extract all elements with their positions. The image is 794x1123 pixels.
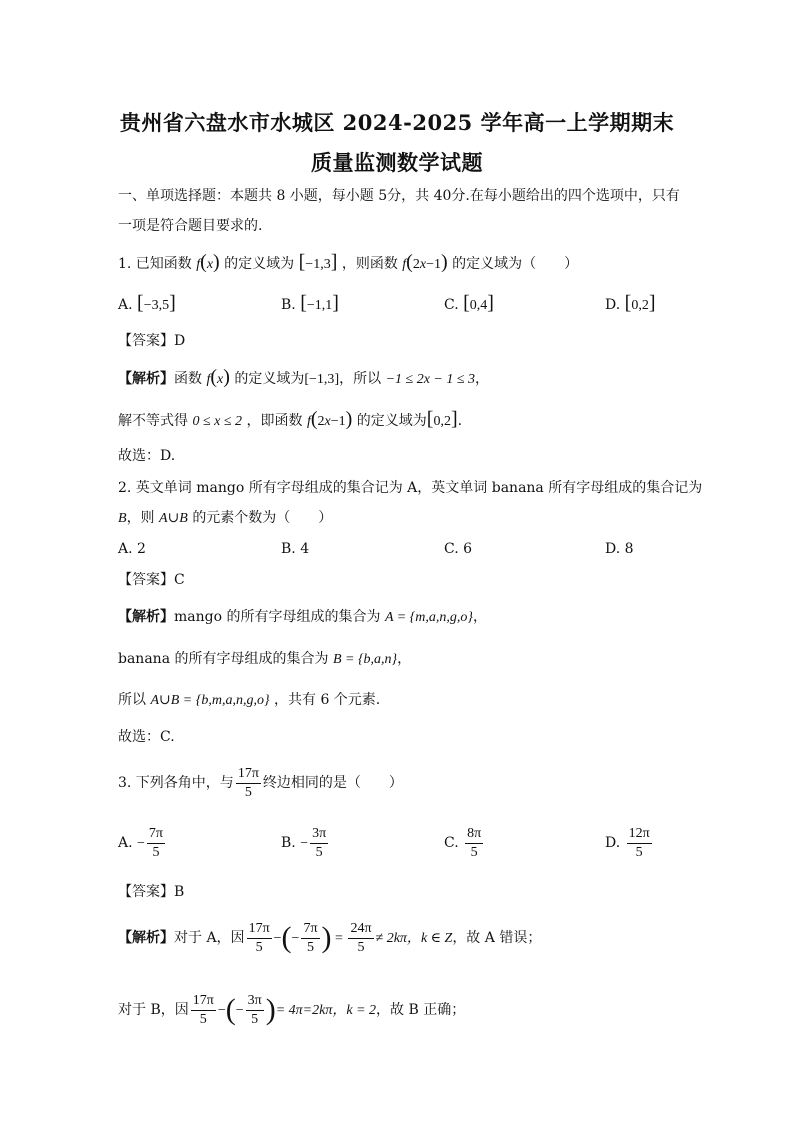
set-expr: A∪B = {b,m,a,n,g,o} <box>150 693 270 708</box>
text: 函数 <box>174 371 202 387</box>
numerator: 17π <box>247 920 272 939</box>
numerator: 24π <box>348 920 373 939</box>
question-2-stem-line1: 2. 英文单词 mango 所有字母组成的集合记为 A，英文单词 banana 所有字母组成的集合记为 <box>118 480 703 496</box>
q1-conclusion: 故选：D. <box>118 448 176 464</box>
sign: − <box>235 1003 244 1018</box>
text: 所以 <box>118 692 146 708</box>
domain-value: −1,3 <box>309 372 335 387</box>
text: 解不等式得 <box>118 413 188 429</box>
q1-analysis-line1: 【解析】函数 f(x) 的定义域为[−1,3]，所以 −1 ≤ 2x − 1 ≤ 3， <box>118 366 490 388</box>
fraction <box>627 825 652 862</box>
text: ， <box>473 609 487 625</box>
text: 终边相同的是（ ） <box>262 775 403 791</box>
q1-option-a[interactable]: A. [−3,5] <box>118 292 176 314</box>
numerator: 7π <box>147 825 165 844</box>
denominator: 5 <box>251 1011 259 1027</box>
denominator: 5 <box>306 939 314 955</box>
document-title-line1: 贵州省六盘水市水城区 2024-2025 学年高一上学期期末 <box>119 110 675 135</box>
text: ，故 B 正确； <box>376 1002 466 1018</box>
q3-analysis-line1: 【解析】对于 A，因 $\frac{17\pi}{5}$ −(− $\frac{7\pi}{5}$ ) = $\frac{24\pi}{5}$ ≠ 2kπ，k ∈ Z，故 A 错误； <box>118 920 542 955</box>
q3-answer: 【答案】B <box>118 884 185 900</box>
option-label: C. <box>444 835 459 851</box>
analysis-tag: 【解析】 <box>118 371 174 387</box>
option-value: 4 <box>300 541 310 557</box>
q2-option-a[interactable] <box>118 539 146 559</box>
fraction <box>246 992 264 1029</box>
q1-mid2: ，则函数 <box>341 256 398 272</box>
option-label: B. <box>281 541 296 557</box>
q1-option-b[interactable]: B. [−1,1] <box>281 292 339 314</box>
option-label: D. <box>605 541 621 557</box>
q3-option-c[interactable] <box>444 824 485 862</box>
numerator: 3π <box>246 992 264 1011</box>
question-3-stem <box>118 764 403 802</box>
text: k ∈ Z <box>420 931 453 946</box>
q1-analysis-line2: 解不等式得 0 ≤ x ≤ 2 ，即函数 f(2x−1) 的定义域为[0,2]. <box>118 408 463 430</box>
question-1-stem: 1. 已知函数 f(x) 的定义域为 [−1,3] ，则函数 f(2x−1) 的定义域为（ ） <box>118 251 579 273</box>
numerator: 8π <box>465 825 483 844</box>
option-value: −1,1 <box>306 298 333 313</box>
union-expr: A∪B <box>159 511 188 526</box>
numerator: 7π <box>301 920 319 939</box>
fraction <box>247 920 272 957</box>
option-label: A. <box>118 835 133 851</box>
q2-option-d[interactable] <box>605 539 634 559</box>
fraction <box>236 765 261 802</box>
document-title-line2: 质量监测数学试题 <box>311 150 483 175</box>
text: banana 的所有字母组成的集合为 <box>118 651 329 667</box>
option-value: −3,5 <box>143 298 170 313</box>
fraction <box>191 992 216 1029</box>
q1-option-d[interactable]: D. [0,2] <box>605 292 656 314</box>
numerator: 17π <box>236 765 261 784</box>
q2-analysis-line3 <box>118 690 380 711</box>
q1-prefix: 1. 已知函数 <box>118 256 192 272</box>
text: k = 2 <box>346 1003 377 1018</box>
text: ，即函数 <box>246 413 303 429</box>
text: ， <box>475 371 490 387</box>
q2-option-b[interactable] <box>281 539 309 559</box>
text: ，故 A 错误； <box>452 930 542 946</box>
q1-option-c[interactable]: C. [0,4] <box>444 292 494 314</box>
text: 的定义域为 <box>356 413 427 429</box>
option-label: B. <box>281 297 296 313</box>
text: mango 的所有字母组成的集合为 <box>174 609 381 625</box>
set-expr: B = {b,a,n} <box>332 652 398 667</box>
option-label: C. <box>444 297 459 313</box>
text: . <box>457 413 463 429</box>
text: 的定义域为 <box>234 371 305 387</box>
numerator: 3π <box>310 825 328 844</box>
denominator: 5 <box>199 1011 207 1027</box>
sign: − <box>137 836 145 851</box>
option-label: A. <box>118 541 133 557</box>
text: ≠ 2kπ， <box>375 931 421 946</box>
denominator: 5 <box>315 844 323 860</box>
option-label: A. <box>118 297 133 313</box>
fraction <box>301 920 319 957</box>
section-instruction-line2: 一项是符合题目要求的. <box>118 218 263 234</box>
set-b: B <box>118 511 127 526</box>
fraction <box>147 825 165 862</box>
denominator: 5 <box>357 939 365 955</box>
option-value: 6 <box>463 541 473 557</box>
denominator: 5 <box>244 784 252 800</box>
q3-option-b[interactable] <box>281 824 330 863</box>
inequality: 0 ≤ x ≤ 2 <box>192 414 243 429</box>
text: = 4π=2kπ， <box>275 1003 347 1018</box>
q2-option-c[interactable] <box>444 539 472 559</box>
q1-domain: −1,3 <box>305 257 331 272</box>
text: 的元素个数为（ ） <box>192 510 333 526</box>
q1-mid1: 的定义域为 <box>224 256 295 272</box>
denominator: 5 <box>152 844 160 860</box>
option-value: 0,2 <box>631 298 649 313</box>
analysis-tag: 【解析】 <box>118 609 174 625</box>
text: ，则 <box>126 510 155 526</box>
numerator: 12π <box>627 825 652 844</box>
q1-answer: 【答案】D <box>118 333 186 349</box>
denominator: 5 <box>470 844 478 860</box>
option-label: D. <box>605 297 621 313</box>
text: 对于 B，因 <box>118 1002 189 1018</box>
q2-analysis-line2 <box>118 649 411 670</box>
option-label: C. <box>444 541 459 557</box>
q3-analysis-line2: 对于 B，因 $\frac{17\pi}{5}$ −(− $\frac{3\pi}{5}$ )= 4π=2kπ，k = 2，故 B 正确； <box>118 992 466 1027</box>
numerator: 17π <box>191 992 216 1011</box>
denominator: 5 <box>255 939 263 955</box>
text: 3. 下列各角中，与 <box>118 775 234 791</box>
q2-conclusion: 故选：C. <box>118 729 175 745</box>
option-value: 2 <box>137 541 146 557</box>
q2-analysis-line1 <box>118 607 487 628</box>
q1-mid3: 的定义域为（ ） <box>452 256 579 272</box>
q2-answer: 【答案】C <box>118 572 185 588</box>
text: 对于 A，因 <box>174 930 245 946</box>
denominator: 5 <box>635 844 643 860</box>
question-2-stem-line2 <box>118 508 332 529</box>
sign: − <box>300 836 309 851</box>
option-label: B. <box>281 835 296 851</box>
sign: − <box>291 931 300 946</box>
text: ，所以 <box>339 371 382 387</box>
q3-option-d[interactable] <box>605 824 654 862</box>
option-value: 8 <box>624 541 634 557</box>
fraction <box>310 825 328 862</box>
section-instruction-line1: 一、单项选择题：本题共 8 小题，每小题 5分，共 40分.在每小题给出的四个选项中，只有 <box>118 188 680 204</box>
set-expr: A = {m,a,n,g,o} <box>384 610 473 625</box>
option-value: 0,4 <box>469 298 488 313</box>
text: ，共有 6 个元素. <box>274 692 381 708</box>
fraction <box>465 825 483 862</box>
text: ， <box>397 651 412 667</box>
interval: 0,2 <box>433 414 451 429</box>
option-label: D. <box>605 835 621 851</box>
inequality: −1 ≤ 2x − 1 ≤ 3 <box>385 372 476 387</box>
analysis-tag: 【解析】 <box>118 930 174 946</box>
fraction <box>348 920 373 957</box>
q3-option-a[interactable] <box>118 824 167 863</box>
